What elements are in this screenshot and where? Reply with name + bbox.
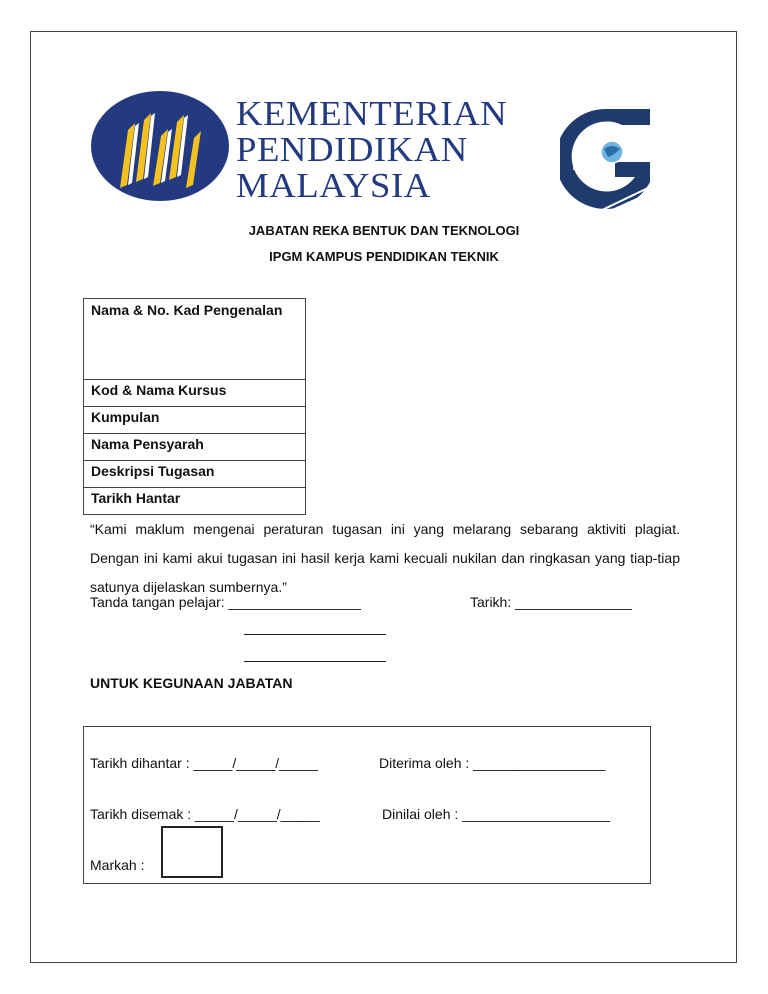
ministry-wordmark [236,96,507,204]
student-signature-label: Tanda tangan pelajar: _________________ [90,594,361,610]
ipg-logo-text: iPG [572,155,602,174]
graded-by-field: Dinilai oleh : ___________________ [382,806,611,822]
info-label-name-ic: Nama & No. Kad Pengenalan [84,299,306,380]
checked-date-field: Tarikh disemak : _____/_____/_____ [90,806,320,822]
department-heading: JABATAN REKA BENTUK DAN TEKNOLOGI [248,223,520,238]
table-row [84,434,306,461]
table-row [84,380,306,407]
info-label-description: Deskripsi Tugasan [84,461,306,488]
ministry-emblem-icon [90,90,230,202]
table-row [84,407,306,434]
plagiarism-declaration: “Kami maklum mengenai peraturan tugasan ini yang melarang sebarang aktiviti plagiat. Dengan ini kami akui tugasan ini hasil kerja kami kecuali nukilan dan ringkasan yang tiap-tiap satunya dijelaskan sumbernya.” [90,521,680,595]
table-row [84,488,306,515]
submitted-date-field: Tarikh dihantar : _____/_____/_____ [90,755,319,771]
info-label-submit-date: Tarikh Hantar [84,488,306,515]
student-info-table [83,298,306,515]
signature-line [244,661,386,662]
ministry-line-1: KEMENTERIAN [236,94,508,133]
department-use-title: UNTUK KEGUNAAN JABATAN [90,675,293,691]
ipg-logo-icon [560,107,650,212]
received-by-field: Diterima oleh : _________________ [379,755,606,771]
marks-label: Markah : [90,857,145,873]
info-label-course: Kod & Nama Kursus [84,380,306,407]
ministry-line-2: PENDIDIKAN [236,130,468,169]
marks-box [161,826,223,878]
campus-heading: IPGM KAMPUS PENDIDIKAN TEKNIK [269,249,499,264]
table-row [84,299,306,380]
signature-date-label: Tarikh: _______________ [470,594,632,610]
table-row [84,461,306,488]
info-label-group: Kumpulan [84,407,306,434]
signature-line [244,634,386,635]
ministry-line-3: MALAYSIA [236,166,431,205]
info-label-lecturer: Nama Pensyarah [84,434,306,461]
